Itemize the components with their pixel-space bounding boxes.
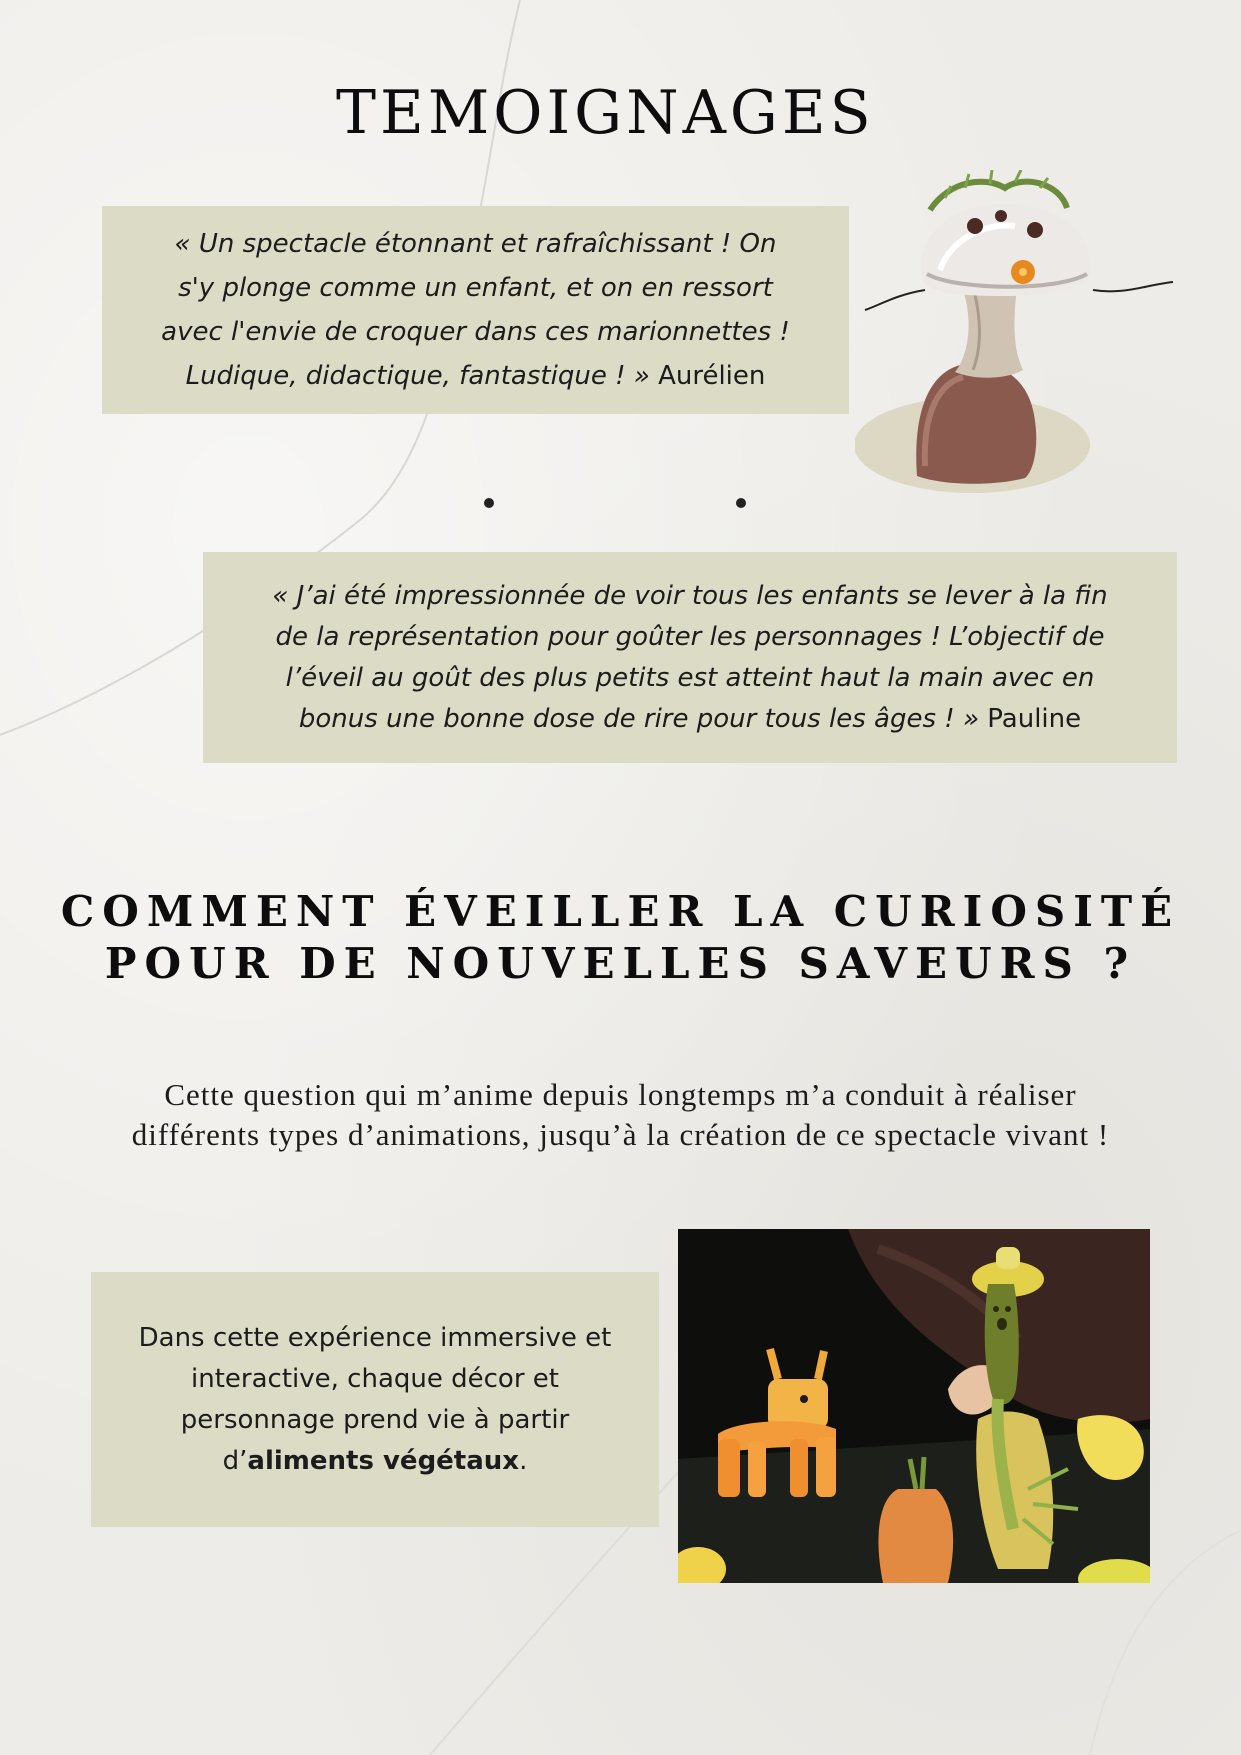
heading-line: POUR DE NOUVELLES SAVEURS ? (104, 939, 1137, 988)
intro-line: différents types d’animations, jusqu’à la création de ce spectacle vivant ! (131, 1117, 1110, 1152)
page-title: TEMOIGNAGES (336, 78, 875, 148)
experience-prefix: d’ (222, 1445, 248, 1476)
experience-line: interactive, chaque décor et (191, 1363, 559, 1394)
experience-line: personnage prend vie à partir (180, 1404, 570, 1435)
testimonial-line: l’éveil au goût des plus petits est atteint haut la main avec en (285, 662, 1095, 693)
testimonial-line: « J’ai été impressionnée de voir tous les enfants se lever à la fin (272, 580, 1108, 611)
experience-line-last (223, 1441, 528, 1482)
experience-card (91, 1272, 659, 1527)
testimonial-line: « Un spectacle étonnant et rafraîchissant ! On (174, 229, 777, 259)
heading-line: COMMENT ÉVEILLER LA CURIOSITÉ (60, 887, 1181, 936)
testimonial-line: Ludique, didactique, fantastique ! » (185, 361, 650, 391)
intro-paragraph (60, 1075, 1181, 1155)
section-heading (40, 886, 1201, 990)
intro-line: Cette question qui m’anime depuis longtemps m’a conduit à réaliser (164, 1077, 1077, 1112)
experience-suffix: . (519, 1445, 528, 1476)
testimonial-line: bonus une bonne dose de rire pour tous les âges ! » (298, 703, 979, 734)
testimonial-author: Pauline (987, 703, 1082, 734)
decorative-dot (484, 498, 494, 508)
mushroom-puppet-illustration (855, 170, 1175, 500)
decorative-dot (736, 498, 746, 508)
testimonial-card (102, 206, 849, 414)
vegetable-puppets-photo (678, 1229, 1150, 1583)
experience-bold-text: aliments végétaux (247, 1445, 520, 1476)
experience-line: Dans cette expérience immersive et (138, 1322, 612, 1353)
testimonial-card (203, 552, 1177, 763)
testimonial-line: de la représentation pour goûter les personnages ! L’objectif de (275, 621, 1105, 652)
testimonial-line: avec l'envie de croquer dans ces marionnettes ! (161, 317, 790, 347)
testimonial-line: s'y plonge comme un enfant, et on en ressort (178, 273, 773, 303)
testimonial-author: Aurélien (658, 361, 766, 391)
